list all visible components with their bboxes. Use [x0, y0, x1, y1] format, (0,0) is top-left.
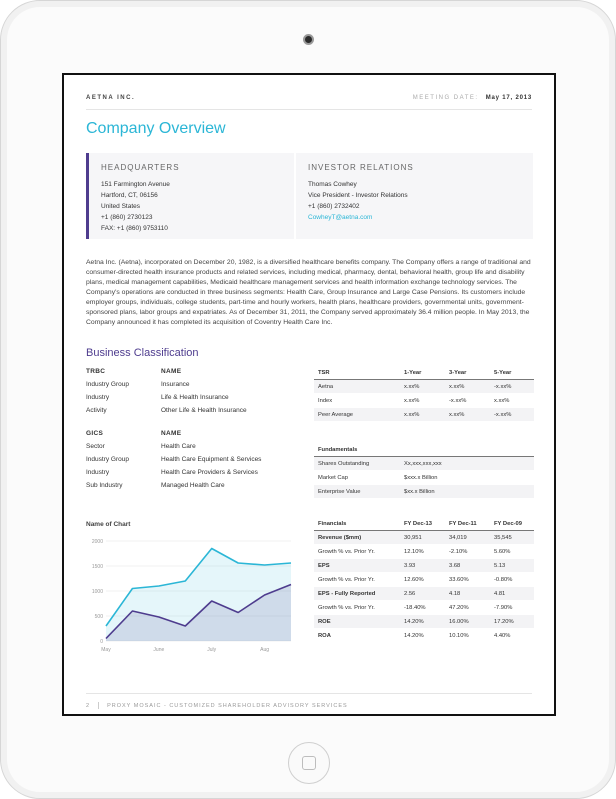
x-tick-label: July — [207, 647, 217, 653]
investor-relations-title: INVESTOR RELATIONS — [308, 163, 414, 172]
gics-header: GICS — [86, 430, 104, 437]
financials-cell: Growth % vs. Prior Yr. — [318, 577, 375, 583]
trbc-table — [86, 368, 286, 420]
trbc-header-row — [86, 368, 286, 381]
gics-value: Managed Health Care — [161, 482, 225, 489]
gics-name-header: NAME — [161, 430, 182, 437]
gics-label: Sub Industry — [86, 482, 123, 489]
trbc-name-header: NAME — [161, 368, 182, 375]
financials-cell: 5.60% — [494, 549, 511, 555]
gics-label: Industry Group — [86, 456, 129, 463]
tsr-col-5y: 5-Year — [494, 370, 512, 376]
home-button[interactable] — [288, 742, 330, 784]
y-tick-label: 1500 — [91, 564, 103, 570]
page-title: Company Overview — [86, 120, 226, 137]
hq-phone-line: +1 (860) 2730123 — [101, 214, 153, 221]
financials-cell: -0.80% — [494, 577, 513, 583]
x-tick-label: June — [153, 647, 165, 653]
financials-cell: 2.56 — [404, 591, 416, 597]
fundamentals-cell: Shares Outstanding — [318, 461, 370, 467]
tsr-cell: -x.xx% — [494, 412, 512, 418]
table-row — [314, 531, 534, 545]
company-overview-text: Aetna Inc. (Aetna), incorporated on December 20, 1982, is a diversified healthcare benefits company. The Company offers a range of traditional and consumer-directed health insurance products and related services, including medical, pharmacy, dental, behavioral health, group life and disability plans, medical management capabilities, Medicaid healthcare management services and health information exchange technology services. The Company's operations are conducted in three business segments: Health Care, Group Insurance and Large Case Pensions. Its customers include employer groups, individuals, college students, part-time and hourly workers, health plans, healthcare providers, governmental units, government-sponsored plans, labor groups and expatriates. As of December 31, 2011, the Company served approximately 36.4 million people. In May 2013, the Company announced it has completed its acquisition of Coventry Health Care Inc. — [86, 259, 531, 326]
trbc-header: TRBC — [86, 368, 106, 375]
table-row — [314, 573, 534, 587]
financials-col-fy13: FY Dec-13 — [404, 521, 432, 527]
tsr-cell: -x.xx% — [449, 398, 467, 404]
tsr-cell: Aetna — [318, 384, 334, 390]
financials-cell: 12.60% — [404, 577, 424, 583]
trbc-label: Activity — [86, 407, 107, 414]
financials-cell: 10.10% — [449, 633, 469, 639]
gics-header-row — [86, 430, 286, 443]
table-row — [314, 615, 534, 629]
tsr-cell: Peer Average — [318, 412, 354, 418]
investor-relations-box — [296, 153, 533, 239]
home-square-icon — [302, 756, 316, 770]
financials-cell: 47.20% — [449, 605, 469, 611]
tsr-header-row — [314, 366, 534, 380]
meeting-date-value: May 17, 2013 — [485, 95, 532, 101]
hq-fax-line: FAX: +1 (860) 9753110 — [101, 225, 168, 232]
financials-cell: 17.20% — [494, 619, 514, 625]
tsr-cell: x.xx% — [404, 412, 420, 418]
fundamentals-cell: Xx,xxx,xxx,xxx — [404, 461, 442, 467]
tsr-cell: Index — [318, 398, 333, 404]
financials-cell: EPS - Fully Reported — [318, 591, 376, 597]
table-row — [314, 545, 534, 559]
financials-cell: -7.90% — [494, 605, 513, 611]
ir-contact-name: Thomas Cowhey — [308, 181, 357, 188]
header-divider — [86, 109, 532, 110]
financials-cell: 3.68 — [449, 563, 461, 569]
headquarters-title: HEADQUARTERS — [101, 163, 180, 172]
financials-cell: Growth % vs. Prior Yr. — [318, 549, 375, 555]
table-row — [314, 485, 534, 499]
trbc-value: Insurance — [161, 381, 190, 388]
tsr-table — [314, 366, 534, 422]
financials-cell: 14.20% — [404, 619, 424, 625]
hq-country-line: United States — [101, 203, 141, 210]
y-tick-label: 500 — [94, 614, 103, 620]
gics-value: Health Care Equipment & Services — [161, 456, 262, 463]
financials-table — [314, 517, 534, 643]
x-tick-label: Aug — [260, 647, 270, 653]
fundamentals-header-row — [314, 443, 534, 457]
page-number: 2 — [86, 702, 91, 709]
tsr-col-label: TSR — [318, 370, 330, 376]
tsr-cell: x.xx% — [449, 412, 465, 418]
table-row — [314, 587, 534, 601]
financials-cell: 4.40% — [494, 633, 511, 639]
financials-cell: 12.10% — [404, 549, 424, 555]
table-row — [314, 408, 534, 422]
financials-cell: -18.40% — [404, 605, 426, 611]
page-footer — [86, 702, 348, 709]
table-row — [86, 482, 286, 495]
tsr-col-1y: 1-Year — [404, 370, 422, 376]
trbc-label: Industry — [86, 394, 110, 401]
financials-cell: 33.60% — [449, 577, 469, 583]
footer-divider — [86, 693, 532, 694]
business-classification-title: Business Classification — [86, 347, 199, 359]
gics-label: Sector — [86, 443, 105, 450]
company-name: AETNA INC. — [86, 95, 136, 101]
headquarters-box — [86, 153, 294, 239]
trbc-value: Life & Health Insurance — [161, 394, 229, 401]
tsr-col-3y: 3-Year — [449, 370, 467, 376]
footer-separator — [98, 702, 99, 709]
hq-address-line: 151 Farmington Avenue — [101, 181, 170, 188]
financials-col-label: Financials — [318, 521, 347, 527]
fundamentals-cell: $xxx.x Billion — [404, 475, 438, 481]
ir-contact-phone: +1 (860) 2732402 — [308, 203, 360, 210]
table-row — [314, 601, 534, 615]
fundamentals-col-label: Fundamentals — [318, 447, 358, 453]
table-row — [314, 394, 534, 408]
table-row — [86, 407, 286, 420]
y-tick-label: 0 — [100, 639, 103, 645]
financials-col-fy11: FY Dec-11 — [449, 521, 477, 527]
fundamentals-cell: $xx.x Billion — [404, 489, 435, 495]
financials-cell: -2.10% — [449, 549, 468, 555]
financials-cell: 16.00% — [449, 619, 469, 625]
chart-title: Name of Chart — [86, 521, 131, 528]
financials-cell: 35,545 — [494, 535, 512, 541]
table-row — [314, 559, 534, 573]
financials-header-row — [314, 517, 534, 531]
table-row — [86, 469, 286, 482]
financials-cell: ROA — [318, 633, 331, 639]
ir-email-link[interactable]: CowheyT@aetna.com — [308, 214, 373, 221]
gics-table — [86, 430, 286, 495]
ir-contact-role: Vice President - Investor Relations — [308, 192, 408, 199]
financials-cell: 14.20% — [404, 633, 424, 639]
table-row — [314, 380, 534, 394]
tsr-cell: x.xx% — [494, 398, 510, 404]
financials-cell: 30,951 — [404, 535, 422, 541]
financials-cell: ROE — [318, 619, 331, 625]
tsr-cell: x.xx% — [404, 384, 420, 390]
gics-value: Health Care Providers & Services — [161, 469, 258, 476]
table-row — [86, 381, 286, 394]
y-tick-label: 1000 — [91, 589, 103, 595]
table-row — [314, 457, 534, 471]
fundamentals-table — [314, 443, 534, 499]
financials-cell: Growth % vs. Prior Yr. — [318, 605, 375, 611]
table-row — [314, 629, 534, 643]
y-tick-label: 2000 — [91, 539, 103, 545]
table-row — [86, 456, 286, 469]
hq-city-line: Hartford, CT, 06156 — [101, 192, 158, 199]
meeting-date-label: MEETING DATE: — [412, 95, 479, 101]
tsr-cell: x.xx% — [404, 398, 420, 404]
financials-cell: EPS — [318, 563, 330, 569]
financials-cell: Revenue ($mm) — [318, 535, 362, 541]
tsr-cell: x.xx% — [449, 384, 465, 390]
financials-cell: 4.18 — [449, 591, 461, 597]
document-page — [62, 73, 556, 716]
camera-icon — [303, 34, 314, 45]
gics-value: Health Care — [161, 443, 196, 450]
table-row — [314, 471, 534, 485]
table-row — [86, 443, 286, 456]
tsr-cell: -x.xx% — [494, 384, 512, 390]
financials-cell: 3.93 — [404, 563, 416, 569]
footer-text: PROXY MOSAIC - CUSTOMIZED SHAREHOLDER ADVISORY SERVICES — [107, 702, 348, 709]
area-chart — [86, 533, 296, 663]
financials-col-fy09: FY Dec-09 — [494, 521, 522, 527]
meeting-date — [413, 95, 532, 101]
fundamentals-cell: Market Cap — [318, 475, 348, 481]
financials-cell: 34,019 — [449, 535, 467, 541]
gics-label: Industry — [86, 469, 110, 476]
fundamentals-cell: Enterprise Value — [318, 489, 361, 495]
table-row — [86, 394, 286, 407]
trbc-value: Other Life & Health Insurance — [161, 407, 247, 414]
x-tick-label: May — [101, 647, 111, 653]
financials-cell: 5.13 — [494, 563, 506, 569]
financials-cell: 4.81 — [494, 591, 506, 597]
document-header — [86, 95, 532, 109]
trbc-label: Industry Group — [86, 381, 129, 388]
